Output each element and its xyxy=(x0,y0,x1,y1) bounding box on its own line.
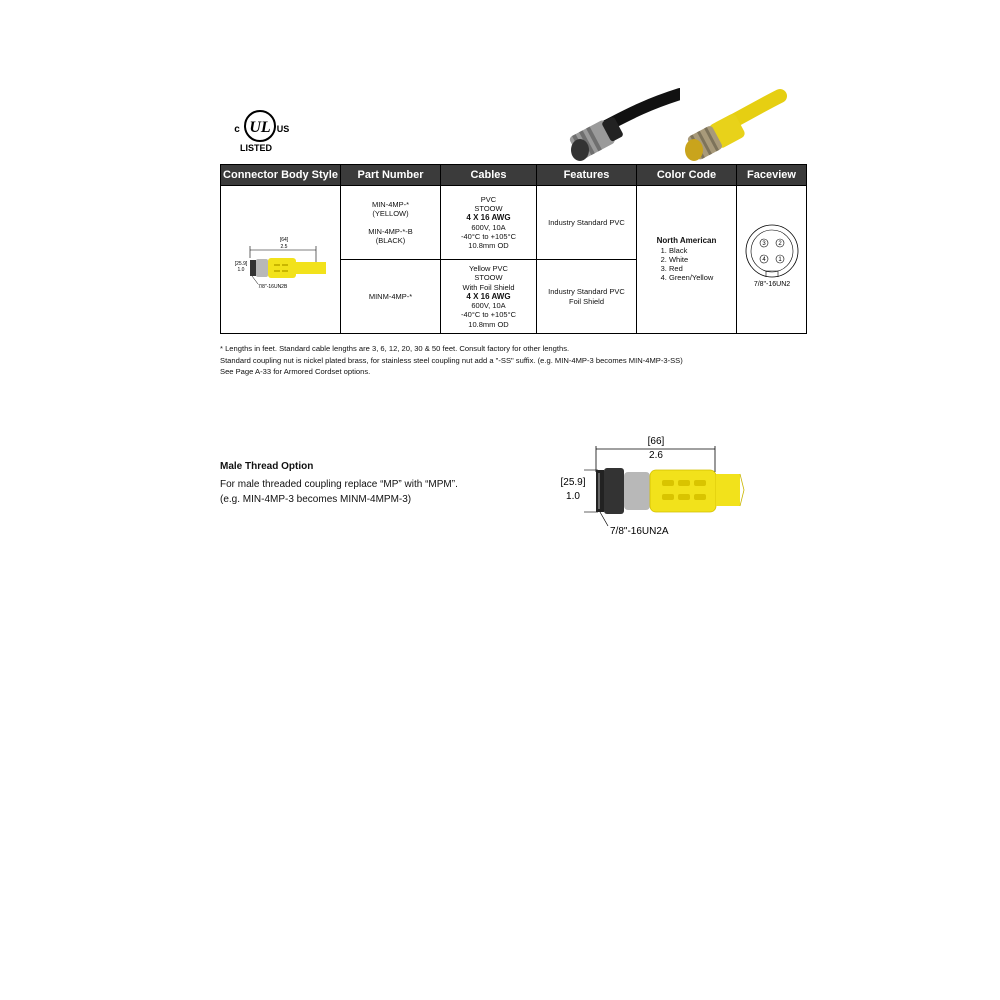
color-code-title: North American xyxy=(656,236,717,246)
black-cordset-photo xyxy=(562,88,680,166)
part-line: MIN-4MP-*-B xyxy=(368,227,413,236)
part-number-cell xyxy=(341,260,441,334)
connector-body-diagram-cell xyxy=(221,186,341,334)
cable-line: STOOW xyxy=(474,273,503,283)
color-code-item: 3. Red xyxy=(660,264,683,274)
color-code-item: 1. Black xyxy=(660,245,688,255)
header-part-number: Part Number xyxy=(341,165,441,186)
faceview-cell xyxy=(737,186,807,334)
male-top-val: 2.6 xyxy=(649,450,663,461)
male-side-val: 1.0 xyxy=(566,491,580,502)
male-top-dim: [66] xyxy=(647,436,665,447)
cables-cell xyxy=(441,260,537,334)
body-top-val: 2.5 xyxy=(280,244,287,251)
features-cell xyxy=(537,260,637,334)
faceview-diagram xyxy=(738,223,806,293)
yellow-cordset-photo xyxy=(680,88,798,166)
header-color-code: Color Code xyxy=(637,165,737,186)
cable-gauge: 4 X 16 AWG xyxy=(466,213,511,223)
header-faceview: Faceview xyxy=(737,165,807,186)
male-connector-diagram xyxy=(558,432,748,542)
cable-line: -40°C to +105°C xyxy=(461,231,516,241)
header-cables: Cables xyxy=(441,165,537,186)
feature-line: Industry Standard PVC xyxy=(548,217,625,227)
feature-line: Foil Shield xyxy=(568,296,605,306)
ul-listed-logo xyxy=(228,108,290,154)
male-thread: 7/8"-16UN2A xyxy=(610,526,669,537)
ul-center-text: UL xyxy=(249,119,271,136)
body-thread: 7/8"-16UN2B xyxy=(257,284,287,291)
header-connector-body-style: Connector Body Style xyxy=(221,165,341,186)
pin-2: 2 xyxy=(777,241,782,248)
color-code-item: 4. Green/Yellow xyxy=(660,273,714,283)
cables-cell xyxy=(441,186,537,260)
cable-gauge: 4 X 16 AWG xyxy=(466,291,511,301)
part-line: (BLACK) xyxy=(375,236,406,246)
cable-line: 600V, 10A xyxy=(471,222,506,232)
male-thread-option-text xyxy=(220,478,458,507)
table-notes xyxy=(220,343,820,378)
connector-body-diagram xyxy=(222,218,340,298)
body-top-dim: [64] xyxy=(279,237,288,244)
option-line: For male threaded coupling replace “MP” with “MPM”. xyxy=(220,479,458,490)
ul-bottom-text: LISTED xyxy=(239,143,273,153)
table-header-row xyxy=(221,165,807,186)
body-side-val: 1.0 xyxy=(237,267,244,274)
feature-line: Industry Standard PVC xyxy=(548,287,625,297)
part-line: MIN-4MP-* xyxy=(371,199,410,209)
cable-line: 600V, 10A xyxy=(471,301,506,311)
header-features: Features xyxy=(537,165,637,186)
cable-line: 10.8mm OD xyxy=(468,240,509,250)
cable-line: With Foil Shield xyxy=(462,282,515,292)
male-thread-option-title: Male Thread Option xyxy=(220,461,314,472)
male-side-dim: [25.9] xyxy=(560,477,586,488)
cable-line: 10.8mm OD xyxy=(468,319,509,329)
ul-right-text: US xyxy=(276,124,290,134)
features-cell xyxy=(537,186,637,260)
color-code-cell xyxy=(637,186,737,334)
option-line: (e.g. MIN-4MP-3 becomes MINM-4MPM-3) xyxy=(220,493,412,505)
note-line: * Lengths in feet. Standard cable lengths are 3, 6, 12, 20, 30 & 50 feet. Consult factory for other lengths. xyxy=(220,344,570,353)
pin-1: 1 xyxy=(777,257,782,264)
cable-line: Yellow PVC xyxy=(469,264,508,274)
note-line: Standard coupling nut is nickel plated brass, for stainless steel coupling nut add a "-SS" suffix. (e.g. MIN-4MP-3 becomes MIN-4MP-3-SS) xyxy=(220,355,683,365)
part-number-cell xyxy=(341,186,441,260)
cable-line: STOOW xyxy=(474,204,503,214)
part-line: (YELLOW) xyxy=(372,208,409,218)
faceview-thread: 7/8"-16UN2 xyxy=(753,281,790,289)
note-line: See Page A-33 for Armored Cordset options. xyxy=(220,367,371,377)
cable-line: PVC xyxy=(480,194,497,204)
spec-table xyxy=(220,164,807,334)
part-line: MINM-4MP-* xyxy=(368,291,413,301)
table-row xyxy=(221,186,807,260)
ul-left-text: c xyxy=(234,124,240,135)
body-side-dim: [25.9] xyxy=(234,261,247,268)
cable-line: -40°C to +105°C xyxy=(461,310,516,320)
color-code-item: 2. White xyxy=(660,254,689,264)
pin-4: 4 xyxy=(761,257,766,264)
pin-3: 3 xyxy=(761,241,766,248)
